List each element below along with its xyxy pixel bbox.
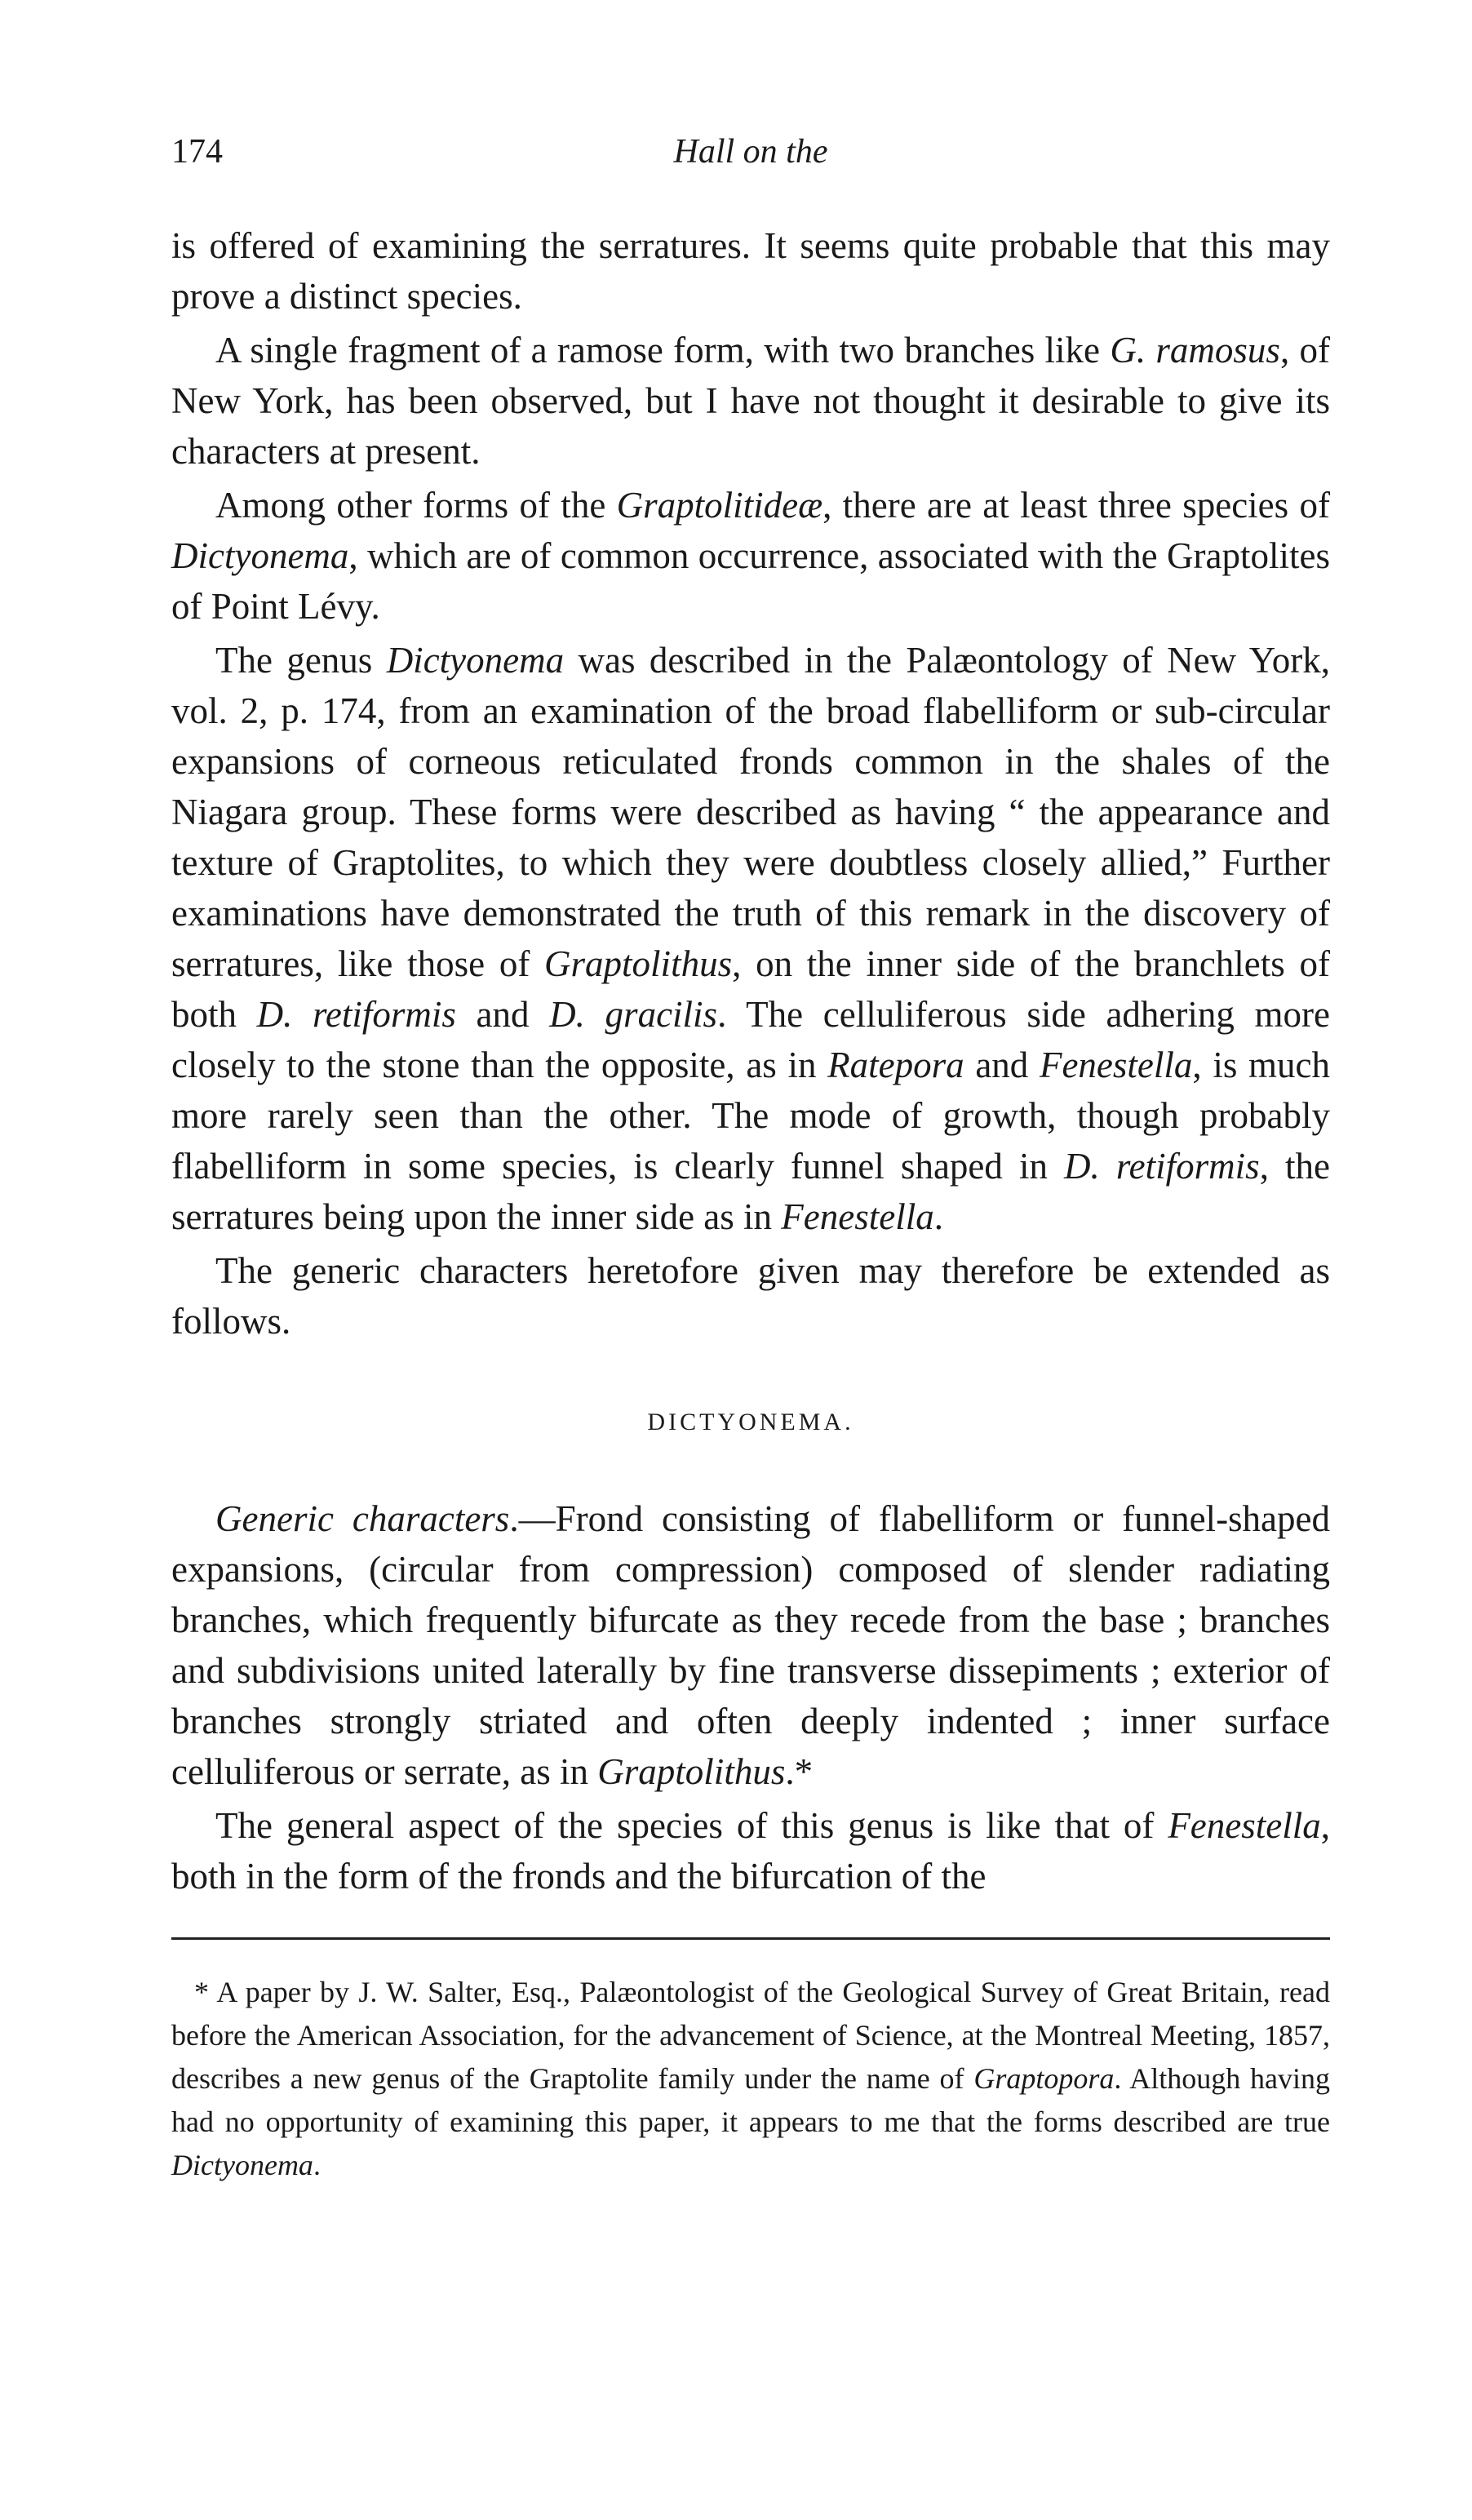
paragraph-7-text-c: , both in the form of the fronds and the bifurcation of the — [171, 1805, 1330, 1897]
paragraph-5-text: The generic characters heretofore given may therefore be extended as follows. — [171, 1250, 1330, 1342]
genus-name: Dictyonema — [171, 535, 349, 576]
paragraph-4-text-a: The genus — [215, 640, 387, 681]
paragraph-3-text-e: , which are of common occurrence, associated with the Graptolites of Point Lévy. — [171, 535, 1330, 627]
paragraph-2-text-a: A single fragment of a ramose form, with two branches like — [215, 330, 1111, 370]
paragraph-4-text-o: , the serratures being upon the inner side as in — [171, 1146, 1330, 1237]
species-name: D. retiformis — [256, 994, 456, 1035]
species-name: D. retiformis — [1064, 1146, 1260, 1187]
running-title: Hall on the — [673, 133, 828, 171]
paragraph-4 — [171, 635, 1330, 1242]
paragraph-4-text-q: . — [933, 1196, 943, 1237]
paragraph-3 — [171, 480, 1330, 632]
family-name: Graptolitideæ — [616, 485, 823, 526]
paragraph-3-text-a: Among other forms of the — [215, 485, 617, 526]
genus-name: Graptolithus — [544, 943, 733, 984]
paragraph-4-text-k: and — [964, 1045, 1040, 1085]
paragraph-7-text-a: The general aspect of the species of this genus is like that of — [215, 1805, 1168, 1846]
paragraph-1-text: is offered of examining the serratures. It seems quite probable that this may prove a distinct species. — [171, 225, 1330, 317]
section-heading: DICTYONEMA. — [647, 1409, 854, 1435]
genus-name: Ratepora — [827, 1045, 964, 1085]
paragraph-4-text-i: . The celluliferous side adhering more closely to the stone than the opposite, as in — [171, 994, 1330, 1085]
genus-name: Dictyonema — [171, 2149, 313, 2181]
genus-name: Dictyonema — [386, 640, 565, 681]
genus-name: Fenestella — [781, 1196, 934, 1237]
running-head — [171, 122, 1330, 188]
footnote-rule — [171, 1937, 1330, 1940]
paragraph-3-text-c: , there are at least three species of — [822, 485, 1330, 526]
paragraph-6-text-d: .* — [785, 1751, 814, 1792]
paragraph-1 — [171, 220, 1330, 322]
book-page — [171, 122, 1330, 2473]
footnote-text-a: * A paper by J. W. Salter, Esq., Palæontologist of the Geological Survey of Great Britain, read before the American Association, for the advancement of Science, at the Montreal Meeting, 1857, describes a new genus of the Graptolite family under the name of — [171, 1976, 1330, 2095]
paragraph-2 — [171, 325, 1330, 477]
paragraph-4-text-m: , is much more rarely seen than the other. The mode of growth, though probably flabelliform in some species, is clearly funnel shaped in — [171, 1045, 1330, 1187]
species-name: D. gracilis — [549, 994, 718, 1035]
body-text — [171, 220, 1330, 1901]
paragraph-4-text-e: , on the inner side of the branchlets of both — [171, 943, 1331, 1035]
paragraph-4-text-c: was described in the Palæontology of New York, vol. 2, p. 174, from an examination of the broad flabelliform or sub-circular expansions of corneous reticulated fronds common in the shales of the Niagara group. These forms were described as having “ the appearance and texture of Graptolites, to which they were doubtless closely allied,” Further examinations have demonstrated the truth of this remark in the discovery of serratures, like those of — [171, 640, 1330, 984]
paragraph-5 — [171, 1245, 1330, 1347]
generic-characters-label: Generic characters — [215, 1498, 510, 1539]
genus-name: Fenestella — [1039, 1045, 1193, 1085]
paragraph-2-text-c: , of New York, has been observed, but I have not thought it desirable to give its characters at present. — [171, 330, 1330, 472]
footnote — [171, 1971, 1330, 2187]
paragraph-6-text-b: .—Frond consisting of flabelliform or funnel-shaped expansions, (circular from compression) composed of slender radiating branches, which frequently bifurcate as they recede from the base ; branches and subdivisions united laterally by fine transverse dissepiments ; exterior of branches strongly striated and often deeply indented ; inner surface celluliferous or serrate, as in — [171, 1498, 1331, 1792]
page-number: 174 — [171, 133, 223, 171]
paragraph-6 — [171, 1493, 1330, 1797]
footnote-text-c: . Although having had no opportunity of examining this paper, it appears to me that the forms described are true — [171, 2062, 1330, 2138]
genus-name: Fenestella — [1168, 1805, 1321, 1846]
species-name: G. ramosus — [1110, 330, 1280, 370]
paragraph-7 — [171, 1800, 1330, 1901]
genus-name: Graptopora — [973, 2062, 1115, 2095]
paragraph-4-text-g: and — [455, 994, 550, 1035]
footnote-text-e: . — [313, 2149, 321, 2181]
genus-name: Graptolithus — [597, 1751, 786, 1792]
